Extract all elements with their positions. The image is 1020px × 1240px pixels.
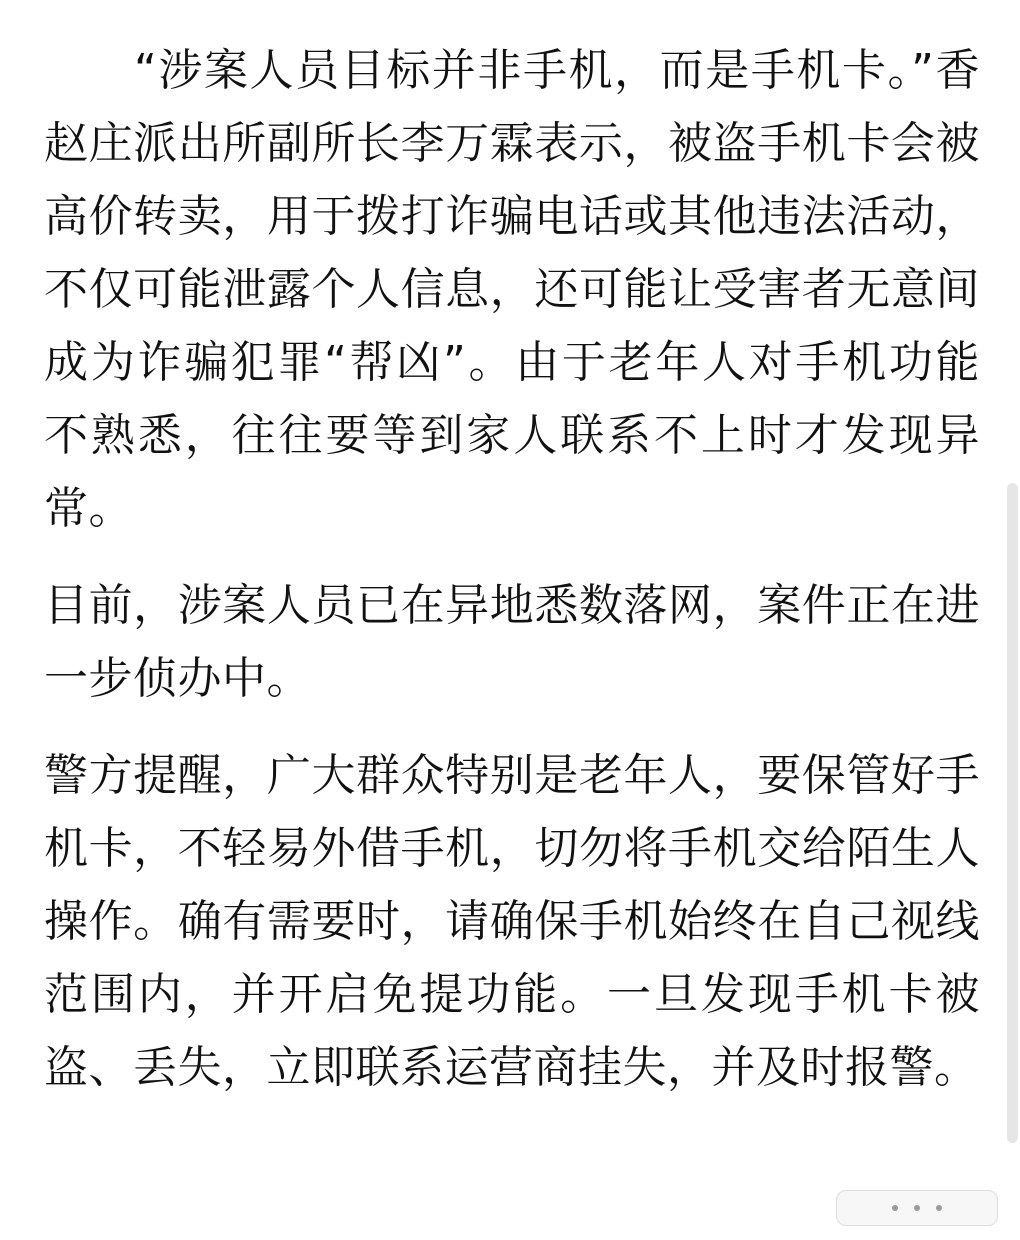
article-paragraph: 警方提醒，广大群众特别是老年人，要保管好手机卡，不轻易外借手机，切勿将手机交给陌生人操作。确有需要时，请确保手机始终在自己视线范围内，并开启免提功能。一旦发现手机卡被盗、丢失，立即联系运营商挂失，并及时报警。 [44,750,980,1093]
dot-icon [914,1205,920,1211]
article-body [44,34,980,1104]
article-paragraph: “涉案人员目标并非手机，而是手机卡。”香赵庄派出所副所长李万霖表示，被盗手机卡会被高价转卖，用于拨打诈骗电话或其他违法活动，不仅可能泄露个人信息，还可能让受害者无意间成为诈骗犯罪“帮凶”。由于老年人对手机功能不熟悉，往往要等到家人联系不上时才发现异常。 [44,45,980,534]
dot-icon [892,1205,898,1211]
scrollbar[interactable] [1007,483,1018,1143]
dot-icon [936,1205,942,1211]
article-paragraph: 目前，涉案人员已在异地悉数落网，案件正在进一步侦办中。 [44,580,980,704]
floating-menu-button[interactable] [836,1190,998,1226]
